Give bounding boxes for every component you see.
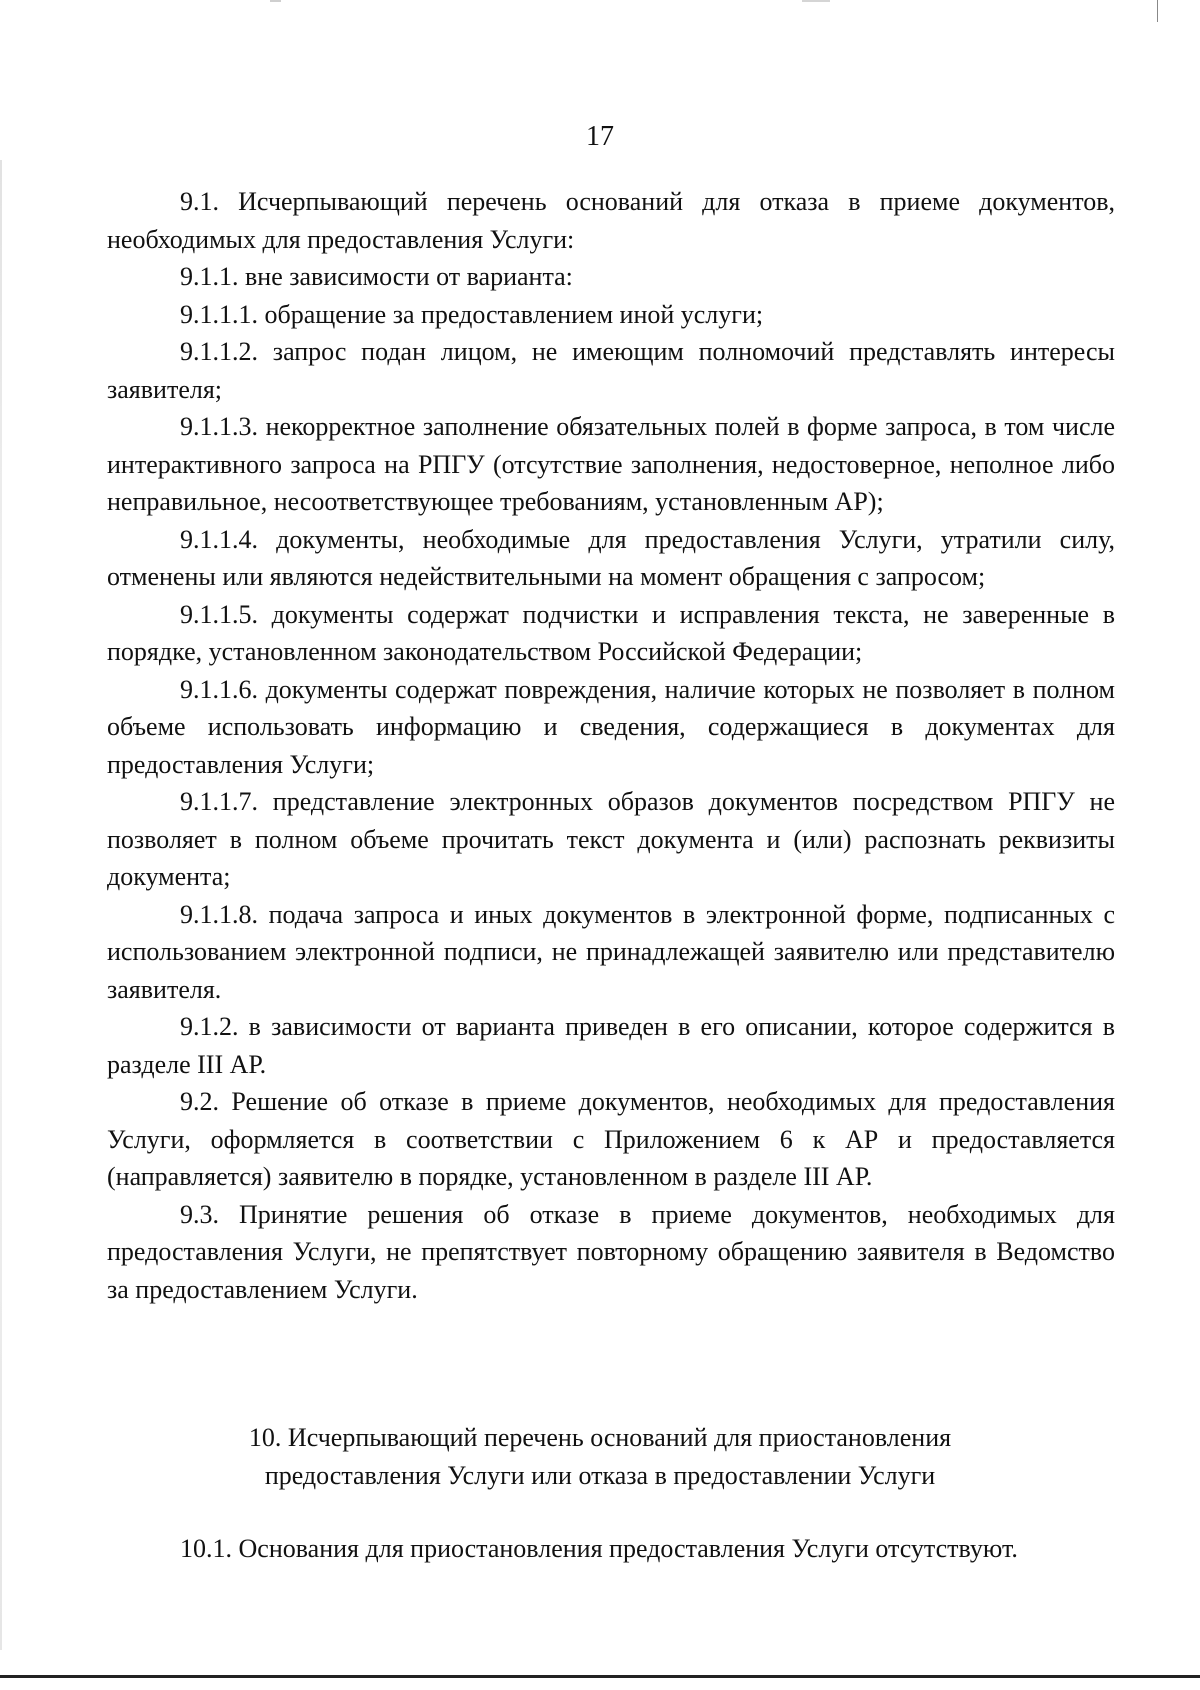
body-text [107,183,1115,1308]
paragraph-9-1-1-1: 9.1.1.1. обращение за предоставлением иной услуги; [180,299,764,329]
paragraph-9-1-1-5: 9.1.1.5. документы содержат подчистки и исправления текста, не заверенные в порядке, установленном законодательством Российской Федерации; [107,599,1115,666]
paragraph-9-1-1-7: 9.1.1.7. представление электронных образов документов посредством РПГУ не позволяет в полном объеме прочитать текст документа и (или) распознать реквизиты документа; [107,787,1115,891]
section-heading-line-1: 10. Исчерпывающий перечень оснований для приостановления [248,1423,952,1452]
scan-artifact-top [270,0,830,2]
section-heading-line-2: предоставления Услуги или отказа в предоставлении Услуги [264,1460,936,1490]
page-number: 17 [586,121,614,152]
paragraph-9-1-1-6: 9.1.1.6. документы содержат повреждения, наличие которых не позволяет в полном объеме использовать информацию и сведения, содержащиеся в документах для предоставления Услуги; [107,674,1115,779]
section-heading-10 [0,1419,1200,1494]
paragraph-9-1-1: 9.1.1. вне зависимости от варианта: [180,262,573,291]
scan-artifact-right [1157,0,1158,22]
paragraph-9-2: 9.2. Решение об отказе в приеме документов, необходимых для предоставления Услуги, оформляется в соответствии с Приложением 6 к АР и предоставляется (направляется) заявителю в порядке, установленном в разделе III АР. [107,1087,1115,1191]
paragraph-9-1-2: 9.1.2. в зависимости от варианта приведен в его описании, которое содержится в разделе III АР. [107,1012,1115,1079]
paragraph-10-1: 10.1. Основания для приостановления предоставления Услуги отсутствуют. [180,1534,1018,1563]
paragraph-9-1-1-2: 9.1.1.2. запрос подан лицом, не имеющим полномочий представлять интересы заявителя; [107,337,1115,404]
paragraph-9-1: 9.1. Исчерпывающий перечень оснований для отказа в приеме документов, необходимых для предоставления Услуги: [107,187,1115,254]
paragraph-9-1-1-8: 9.1.1.8. подача запроса и иных документов в электронной форме, подписанных с использованием электронной подписи, не принадлежащей заявителю или представителю заявителя. [107,899,1115,1004]
paragraph-9-1-1-4: 9.1.1.4. документы, необходимые для предоставления Услуги, утратили силу, отменены или являются недействительными на момент обращения с запросом; [107,524,1115,591]
paragraph-9-3: 9.3. Принятие решения об отказе в приеме документов, необходимых для предоставления Услуги, не препятствует повторному обращению заявителя в Ведомство за предоставлением Услуги. [107,1199,1115,1304]
paragraph-9-1-1-3: 9.1.1.3. некорректное заполнение обязательных полей в форме запроса, в том числе интерактивного запроса на РПГУ (отсутствие заполнения, недостоверное, неполное либо неправильное, несоответствующее требованиям, установленным АР); [107,412,1115,516]
scan-artifact-bottom [0,1675,1200,1678]
